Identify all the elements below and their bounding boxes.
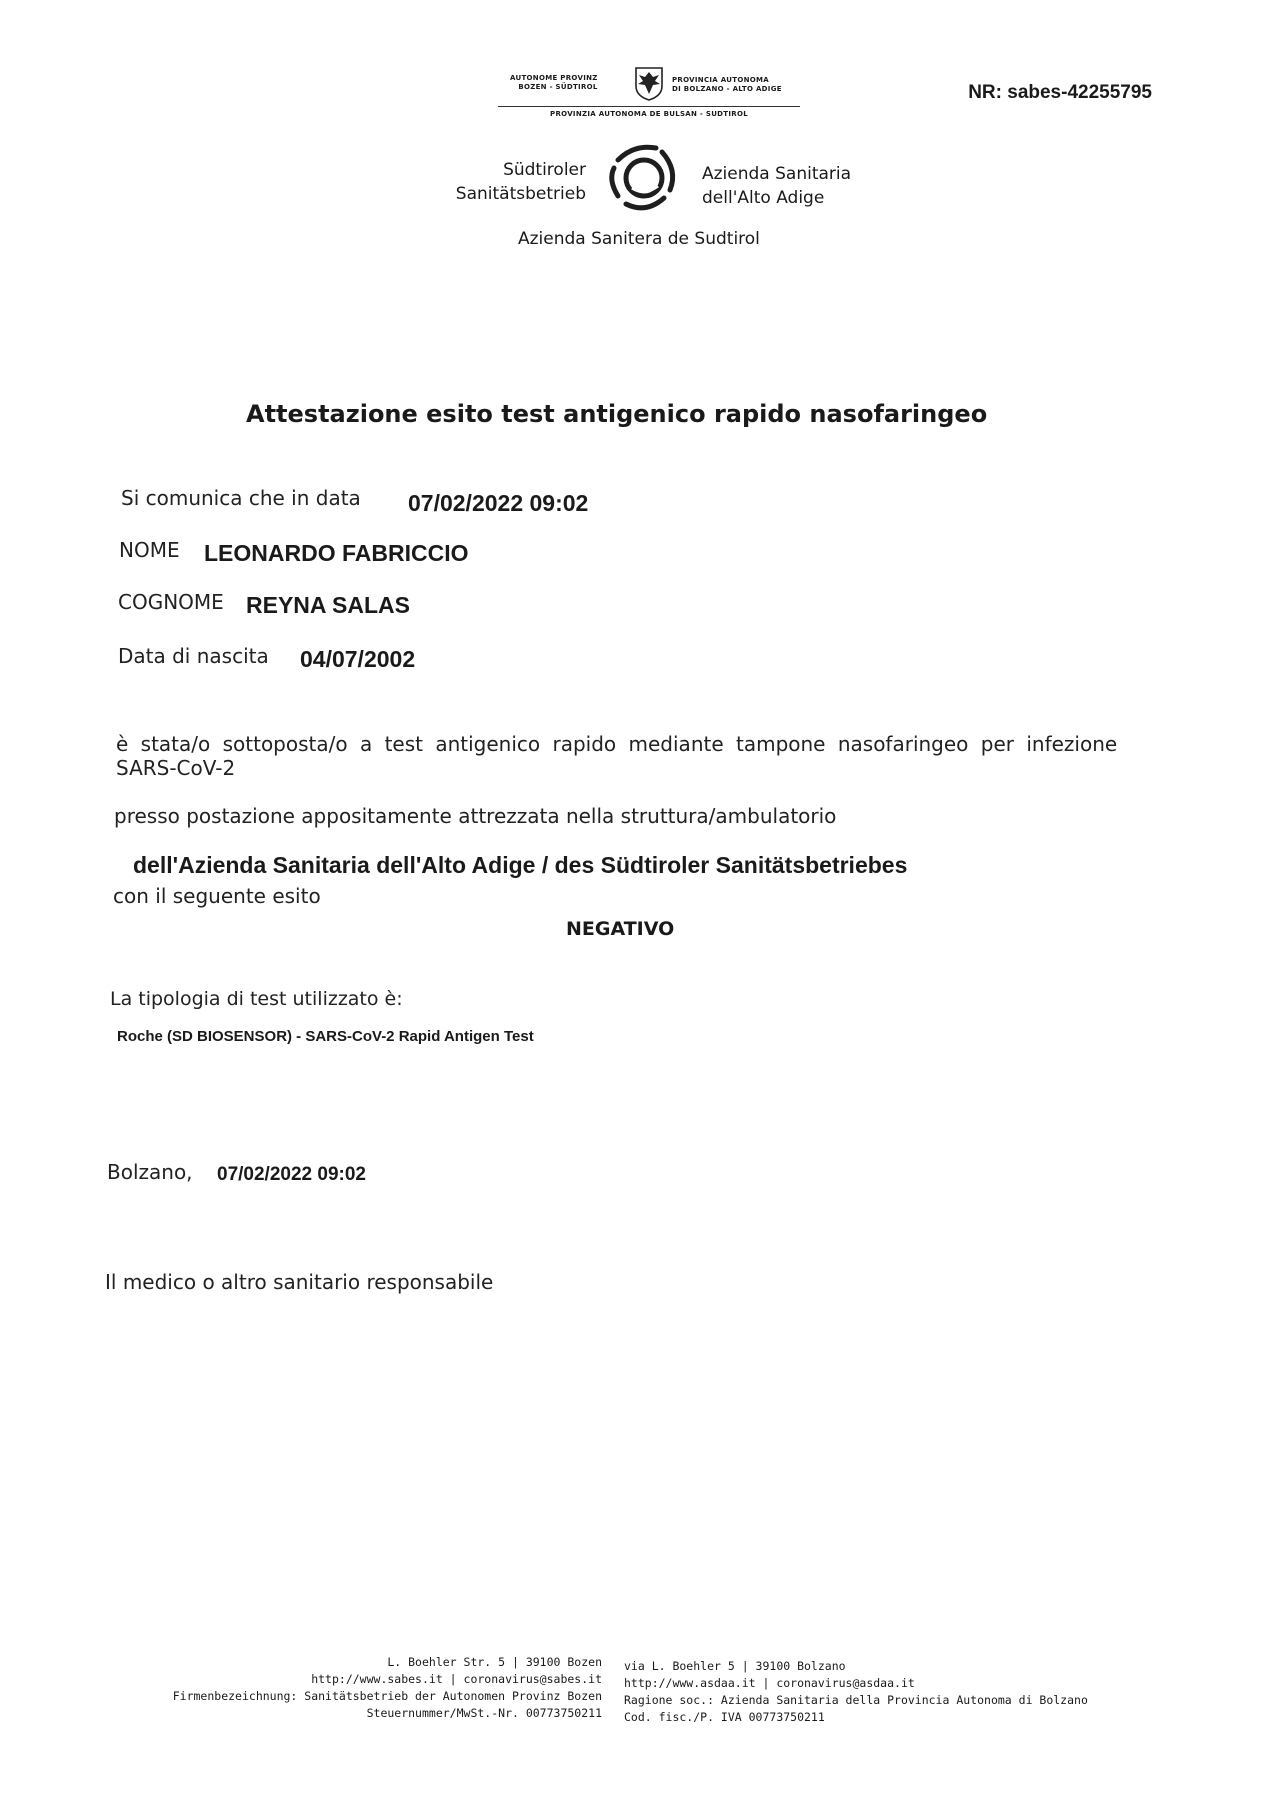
document-title: Attestazione esito test antigenico rapido nasofaringeo <box>246 400 988 428</box>
province-name-ladin: PROVINZIA AUTONOMA DE BULSAN - SUDTIROL <box>550 110 748 118</box>
document-number: NR: sabes-42255795 <box>968 82 1152 103</box>
test-date-label: Si comunica che in data <box>121 486 361 510</box>
sabes-name-german: Südtiroler Sanitätsbetrieb <box>455 160 586 204</box>
test-date-value: 07/02/2022 09:02 <box>408 490 589 516</box>
statement-line: è stata/o sottoposta/o a test antigenico rapido mediante tampone nasofaringeo per infezione <box>116 732 1118 756</box>
test-type-value: Roche (SD BIOSENSOR) - SARS-CoV-2 Rapid Antigen Test <box>117 1028 534 1045</box>
place-date-value: 07/02/2022 09:02 <box>217 1164 366 1185</box>
first-name-value: LEONARDO FABRICCIO <box>204 540 469 566</box>
sabes-name-ladin: Azienda Sanitera de Sudtirol <box>518 229 760 249</box>
sabes-name-italian: Azienda Sanitaria dell'Alto Adige <box>702 164 852 208</box>
result-intro: con il seguente esito <box>113 884 321 908</box>
facility-name: dell'Azienda Sanitaria dell'Alto Adige / des Südtiroler Sanitätsbetriebes <box>133 852 908 878</box>
footer-german: L. Boehler Str. 5 | 39100 Bozen http://www.sabes.it | coronavirus@sabes.it Firmenbezeichnung: Sanitätsbetrieb der Autonomen Provinz Bozen Steuernummer/MwSt.-Nr. 00773750211 <box>172 1655 602 1720</box>
surname-label: COGNOME <box>118 590 224 614</box>
province-name-german: AUTONOME PROVINZ BOZEN - SÜDTIROL <box>510 74 598 91</box>
province-name-italian: PROVINCIA AUTONOMA DI BOLZANO - ALTO ADIGE <box>672 76 782 93</box>
surname-value: REYNA SALAS <box>246 592 410 618</box>
birth-date-label: Data di nascita <box>118 644 269 668</box>
sabes-logo-icon <box>604 138 684 218</box>
test-type-label: La tipologia di test utilizzato è: <box>110 988 403 1010</box>
statement-paragraph: è stata/o sottoposta/o a test antigenico rapido mediante tampone nasofaringeo per infezione SARS-CoV-2 <box>116 732 1152 780</box>
location-intro: presso postazione appositamente attrezzata nella struttura/ambulatorio <box>114 804 837 828</box>
place-label: Bolzano, <box>107 1160 193 1184</box>
test-result: NEGATIVO <box>566 918 675 940</box>
provincial-eagle-crest-icon <box>632 64 666 102</box>
signature-label: Il medico o altro sanitario responsabile <box>105 1270 494 1294</box>
first-name-label: NOME <box>119 538 180 562</box>
header-divider <box>498 106 800 107</box>
birth-date-value: 04/07/2002 <box>300 646 416 672</box>
footer-italian: via L. Boehler 5 | 39100 Bolzano http://www.asdaa.it | coronavirus@asdaa.it Ragione soc.: Azienda Sanitaria della Provincia Autonoma di Bolzano Cod. fisc./P. IVA 00773750211 <box>624 1659 1088 1724</box>
